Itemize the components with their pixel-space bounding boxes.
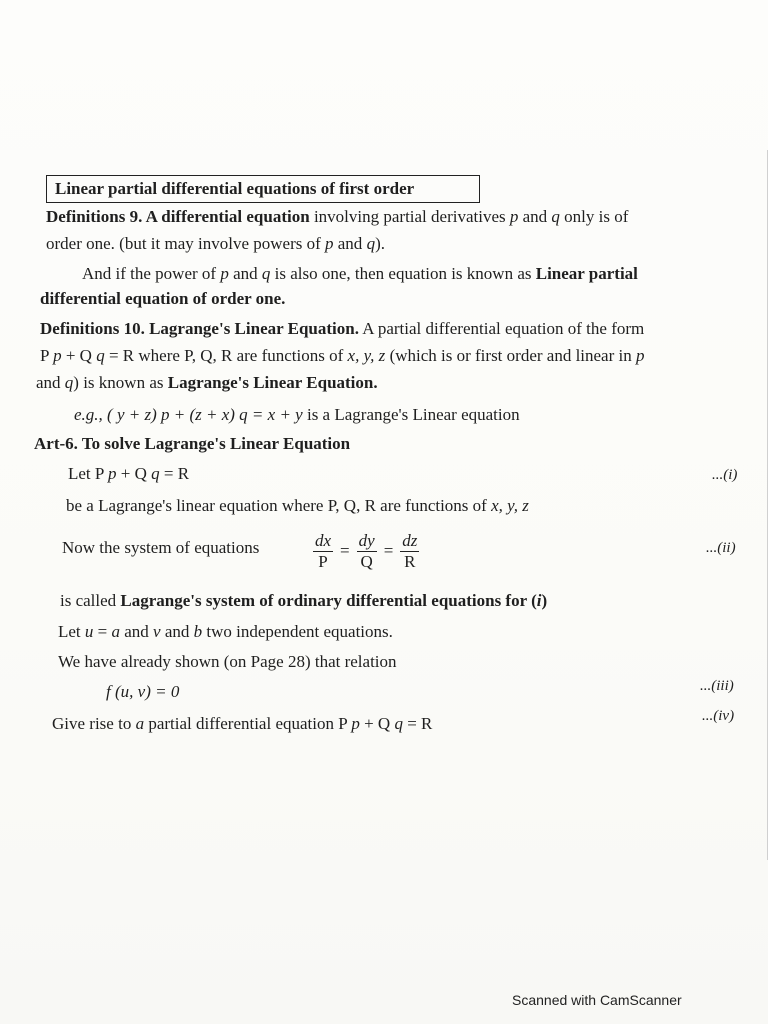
fraction-dx-p [313, 532, 333, 571]
called-close: ) [541, 591, 548, 610]
def10-line3bold: Lagrange's Linear Equation. [167, 373, 378, 392]
def10-line2b: + Q [61, 346, 97, 365]
func-f: f [106, 682, 111, 701]
equation-number-i: ...(i) [712, 467, 738, 483]
def9-line2 [46, 233, 385, 255]
called-a: is called [60, 591, 121, 610]
page-edge [757, 150, 768, 860]
give-c: + Q [359, 714, 395, 733]
section-heading: Linear partial differential equations of first order [46, 175, 480, 203]
equation-number-iv: ...(iv) [702, 708, 735, 724]
let2-c: and [120, 622, 154, 641]
var-b: b [193, 622, 203, 641]
lagrange-system [310, 528, 422, 574]
def9-line2a: order one. (but it may involve powers of [46, 234, 326, 253]
fraction-dy-q [357, 532, 377, 571]
def9-text1: involving partial derivatives [309, 207, 510, 226]
para-line1bold: Linear partial [535, 264, 638, 283]
para-line2bold: differential equation of order one. [40, 289, 286, 308]
var-a: a [135, 714, 145, 733]
def10-line1 [40, 318, 644, 340]
var-p: p [509, 207, 519, 226]
var-p: p [220, 264, 229, 283]
var-p: p [107, 464, 117, 483]
func-args: (u, v) = 0 [110, 682, 180, 701]
art6-func-line [106, 681, 179, 703]
art6-be-line [66, 495, 529, 517]
let-a: Let P [68, 464, 108, 483]
example-text: is a Lagrange's Linear equation [302, 405, 520, 424]
def9-label: Definitions 9. A differential equation [46, 207, 310, 226]
let2-b: = [93, 622, 112, 641]
frac-den: Q [360, 551, 373, 571]
def10-text1: A partial differential equation of the form [358, 319, 645, 338]
frac-num: dz [402, 530, 418, 550]
let2-e: two independent equations. [202, 622, 393, 641]
art6-give-line [52, 713, 432, 735]
let2-a: Let [58, 622, 85, 641]
var-q: q [551, 207, 560, 226]
def9-text2: only is of [559, 207, 629, 226]
frac-den: R [404, 551, 416, 571]
def9-line1 [46, 206, 628, 228]
para-line1b: is also one, then equation is known as [270, 264, 536, 283]
give-b: partial differential equation P [144, 714, 352, 733]
frac-den: P [318, 551, 328, 571]
var-q: q [151, 464, 160, 483]
var-u: u [84, 622, 94, 641]
art6-called-line [60, 590, 547, 612]
def10-label: Definitions 10. Lagrange's Linear Equation. [40, 319, 359, 338]
para-line2 [40, 288, 285, 310]
var-q: q [394, 714, 403, 733]
frac-num: dx [315, 530, 332, 550]
let-b: + Q [116, 464, 152, 483]
equation-number-iii: ...(iii) [700, 678, 734, 694]
frac-num: dy [358, 530, 375, 550]
art6-now-text: Now the system of equations [62, 538, 260, 557]
art6-let-line [68, 463, 189, 485]
def9-and: and [518, 207, 552, 226]
def9-line2end: ). [375, 234, 385, 253]
def10-line2 [40, 345, 645, 367]
var-q: q [96, 346, 105, 365]
give-a: Give rise to [52, 714, 136, 733]
def10-line2c: = R where P, Q, R are functions of [104, 346, 348, 365]
var-a: a [111, 622, 120, 641]
def9-line2and: and [333, 234, 367, 253]
let2-d: and [160, 622, 194, 641]
def10-line2d: (which is or first order and linear in [385, 346, 636, 365]
para-line1 [82, 263, 638, 285]
example-line [74, 404, 520, 426]
def10-line3 [36, 372, 378, 394]
var-v: v [153, 622, 161, 641]
def10-vars: x, y, z [347, 346, 386, 365]
def10-line3b: ) is known as [73, 373, 168, 392]
var-p: p [636, 346, 645, 365]
equation-number-ii: ...(ii) [706, 540, 736, 556]
var-q: q [261, 264, 271, 283]
var-p: p [351, 714, 360, 733]
example-expr: ( y + z) p + (z + x) q = x + y [102, 405, 303, 424]
var-p: p [325, 234, 334, 253]
be-text: be a Lagrange's linear equation where P, Q, R are functions of [66, 496, 492, 515]
let-c: = R [159, 464, 190, 483]
art6-shown-line: We have already shown (on Page 28) that relation [58, 652, 397, 671]
def10-line2a: P [40, 346, 54, 365]
example-eg: e.g., [74, 405, 103, 424]
scanner-watermark: Scanned with CamScanner [512, 992, 682, 1008]
var-q: q [64, 373, 74, 392]
para-line1a: And if the power of [82, 264, 221, 283]
be-vars: x, y, z [491, 496, 529, 515]
called-i: i [536, 591, 542, 610]
fraction-dz-r [400, 532, 419, 571]
var-p: p [53, 346, 62, 365]
equals-sign: = [340, 541, 350, 560]
var-q: q [366, 234, 376, 253]
art6-title: Art-6. To solve Lagrange's Linear Equation [34, 434, 351, 453]
equals-sign: = [383, 541, 394, 560]
called-bold: Lagrange's system of ordinary differential equations for ( [120, 591, 537, 610]
give-d: = R [402, 714, 433, 733]
para-line1and: and [228, 264, 262, 283]
def10-line3a: and [36, 373, 65, 392]
art6-let2-line [58, 621, 393, 643]
